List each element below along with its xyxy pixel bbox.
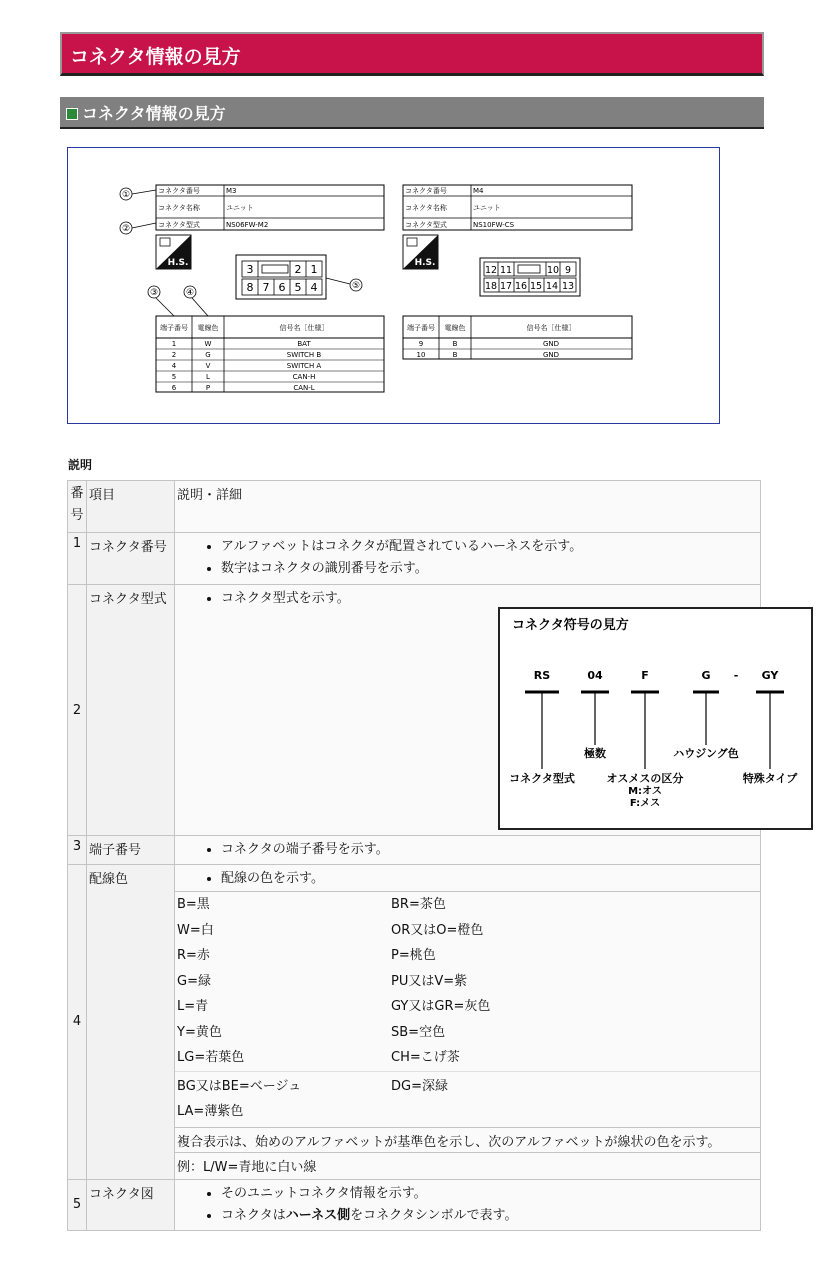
callout-1: ① <box>121 190 131 200</box>
bullet-text-pre: コネクタは <box>221 1207 286 1223</box>
list-item: • 配線の色を示す。 <box>221 868 758 890</box>
code-gender: F <box>641 669 649 682</box>
harness-side-icon <box>403 235 438 269</box>
label-gender-m: M:オス <box>628 786 662 797</box>
section-heading <box>60 97 764 129</box>
table-row <box>68 865 761 1180</box>
left-pin: 8 <box>246 281 254 294</box>
label-housing: ハウジング色 <box>673 747 739 760</box>
label-gender-f: F:メス <box>629 798 661 809</box>
left-pin: 4 <box>310 281 318 294</box>
row-item: 端子番号 <box>87 836 175 865</box>
left-hs-label: H.S. <box>167 258 189 268</box>
left-th-2: 電線色 <box>197 324 219 332</box>
right-th-3: 信号名［仕様］ <box>526 324 576 332</box>
table-row <box>68 1179 761 1230</box>
right-pin: 14 <box>545 281 559 292</box>
right-value-2: ユニット <box>473 204 501 212</box>
page-title: コネクタ情報の見方 <box>60 32 764 76</box>
list-item: • アルファベットはコネクタが配置されているハーネスを示す。 <box>221 536 758 558</box>
left-label-2: コネクタ名称 <box>158 204 200 212</box>
left-cell: CAN-H <box>292 373 316 381</box>
color-code: R=赤 <box>177 948 210 963</box>
color-code: L=青 <box>177 999 209 1014</box>
right-pin: 10 <box>546 265 560 276</box>
right-cell: GND <box>542 340 560 348</box>
left-label-1: コネクタ番号 <box>158 187 200 195</box>
row-num: 3 <box>68 836 87 865</box>
left-label-3: コネクタ型式 <box>158 221 200 229</box>
row-desc <box>175 585 798 836</box>
color-code-grid <box>175 892 760 1072</box>
color-code: OR又はO=橙色 <box>391 922 484 938</box>
label-gender: オスメスの区分 <box>606 772 684 785</box>
list-item: • コネクタ型式を示す。 <box>221 588 758 610</box>
left-pin: 2 <box>294 263 302 276</box>
right-value-3: NS10FW-CS <box>473 221 515 229</box>
code-housing: G <box>701 669 711 682</box>
color-code: W=白 <box>177 922 214 938</box>
row-num: 1 <box>68 533 87 585</box>
label-poles: 極数 <box>584 747 606 760</box>
left-th-3: 信号名［仕様］ <box>279 324 329 332</box>
left-pin: 7 <box>262 281 270 294</box>
row-item: コネクタ型式 <box>87 585 175 836</box>
code-rs: RS <box>533 669 551 682</box>
right-pin: 11 <box>499 265 513 276</box>
left-th-1: 端子番号 <box>160 324 188 332</box>
color-code: PU又はV=紫 <box>391 973 468 989</box>
table-row <box>68 836 761 865</box>
list-item <box>221 1205 758 1227</box>
right-value-1: M4 <box>473 187 484 195</box>
left-value-1: M3 <box>226 187 237 195</box>
color-code: CH=こげ茶 <box>391 1050 460 1065</box>
header-item: 項目 <box>87 481 175 533</box>
row-item: コネクタ番号 <box>87 533 175 585</box>
color-code-grid-extra <box>175 1072 760 1128</box>
row-num: 2 <box>68 585 87 836</box>
connector-diagram <box>67 147 720 424</box>
table-row <box>68 533 761 585</box>
color-code: B=黒 <box>177 897 210 912</box>
row-desc <box>175 865 761 1180</box>
left-pin: 3 <box>246 263 254 276</box>
right-cell: 9 <box>418 340 424 348</box>
callout-2: ② <box>121 224 131 234</box>
header-desc: 説明・詳細 <box>175 481 761 533</box>
right-hs-label: H.S. <box>414 258 436 268</box>
right-label-2: コネクタ名称 <box>405 204 447 212</box>
color-code: DG=深緑 <box>391 1078 448 1094</box>
right-cell: GND <box>542 351 560 359</box>
color-code: G=緑 <box>177 973 211 989</box>
right-th-1: 端子番号 <box>407 324 435 332</box>
left-cell: G <box>205 351 211 359</box>
right-pin: 17 <box>499 281 513 292</box>
left-cell: P <box>205 384 211 392</box>
right-pin: 9 <box>564 265 572 276</box>
bullet-text-post: をコネクタシンボルで表す。 <box>350 1207 518 1223</box>
connector-symbol-figure <box>498 607 813 830</box>
right-th-2: 電線色 <box>444 324 466 332</box>
list-item: • コネクタの端子番号を示す。 <box>221 839 758 861</box>
right-label-1: コネクタ番号 <box>405 187 447 195</box>
left-cell: 6 <box>171 384 177 392</box>
color-code: LG=若葉色 <box>177 1050 245 1065</box>
list-item: • そのユニットコネクタ情報を示す。 <box>221 1183 758 1205</box>
label-type: コネクタ型式 <box>509 772 575 785</box>
right-cell: B <box>452 351 458 359</box>
color-code: P=桃色 <box>391 948 436 963</box>
row-desc <box>175 1179 761 1230</box>
row-item: 配線色 <box>87 865 175 1180</box>
color-code: Y=黄色 <box>177 1024 222 1040</box>
left-cell: SWITCH B <box>286 351 322 359</box>
symbol-title: コネクタ符号の見方 <box>512 618 629 633</box>
code-poles: 04 <box>587 669 603 682</box>
callout-4: ④ <box>185 288 195 298</box>
code-dash: - <box>733 669 739 682</box>
right-label-3: コネクタ型式 <box>405 221 447 229</box>
color-code: BG又はBE=ベージュ <box>177 1078 302 1094</box>
list-item: • 数字はコネクタの識別番号を示す。 <box>221 558 758 580</box>
left-cell: 2 <box>171 351 177 359</box>
row-num: 5 <box>68 1179 87 1230</box>
table-header-row <box>68 481 761 533</box>
header-num <box>68 481 87 533</box>
composite-example: 例：L/W=青地に白い線 <box>177 1159 317 1175</box>
left-value-2: ユニット <box>226 204 254 212</box>
bullet-text-bold: ハーネス側 <box>285 1207 351 1223</box>
left-cell: 5 <box>171 373 177 381</box>
right-cell: B <box>452 340 458 348</box>
left-pin: 5 <box>294 281 302 294</box>
callout-3: ③ <box>149 288 159 298</box>
color-code: GY又はGR=灰色 <box>391 999 491 1014</box>
row-desc <box>175 533 761 585</box>
composite-note: 複合表示は、始めのアルファベットが基準色を示し、次のアルファベットが線状の色を示す。 <box>175 1128 760 1153</box>
row-item: コネクタ図 <box>87 1179 175 1230</box>
left-pin: 1 <box>310 263 318 276</box>
bullet-square-icon <box>66 108 78 120</box>
left-cell: W <box>204 340 212 348</box>
left-cell: CAN-L <box>293 384 315 392</box>
color-code: LA=薄紫色 <box>177 1104 244 1119</box>
harness-side-icon <box>156 235 191 269</box>
left-cell: V <box>205 362 211 370</box>
left-pin: 6 <box>278 281 286 294</box>
explanation-table <box>67 480 798 1231</box>
left-cell: L <box>206 373 210 381</box>
color-code: SB=空色 <box>391 1024 446 1040</box>
table-row <box>68 585 761 836</box>
row-num: 4 <box>68 865 87 1180</box>
left-cell: 4 <box>171 362 177 370</box>
row-desc <box>175 836 761 865</box>
section-heading-text: コネクタ情報の見方 <box>82 104 226 123</box>
left-value-3: NS06FW-M2 <box>226 221 269 229</box>
callout-5: ⑤ <box>351 281 361 291</box>
color-code: BR=茶色 <box>391 897 446 912</box>
left-cell: BAT <box>297 340 311 348</box>
right-pin: 12 <box>484 265 498 276</box>
left-cell: SWITCH A <box>286 362 322 370</box>
explanation-label: 説明 <box>68 458 93 472</box>
right-pin: 18 <box>484 281 498 292</box>
right-cell: 10 <box>416 351 426 359</box>
right-pin: 15 <box>529 281 543 292</box>
right-pin: 16 <box>514 281 528 292</box>
right-pin: 13 <box>561 281 575 292</box>
header-num-text: 番号 <box>70 486 84 523</box>
label-special: 特殊タイプ <box>742 772 798 785</box>
code-special: GY <box>761 669 779 682</box>
left-cell: 1 <box>171 340 177 348</box>
